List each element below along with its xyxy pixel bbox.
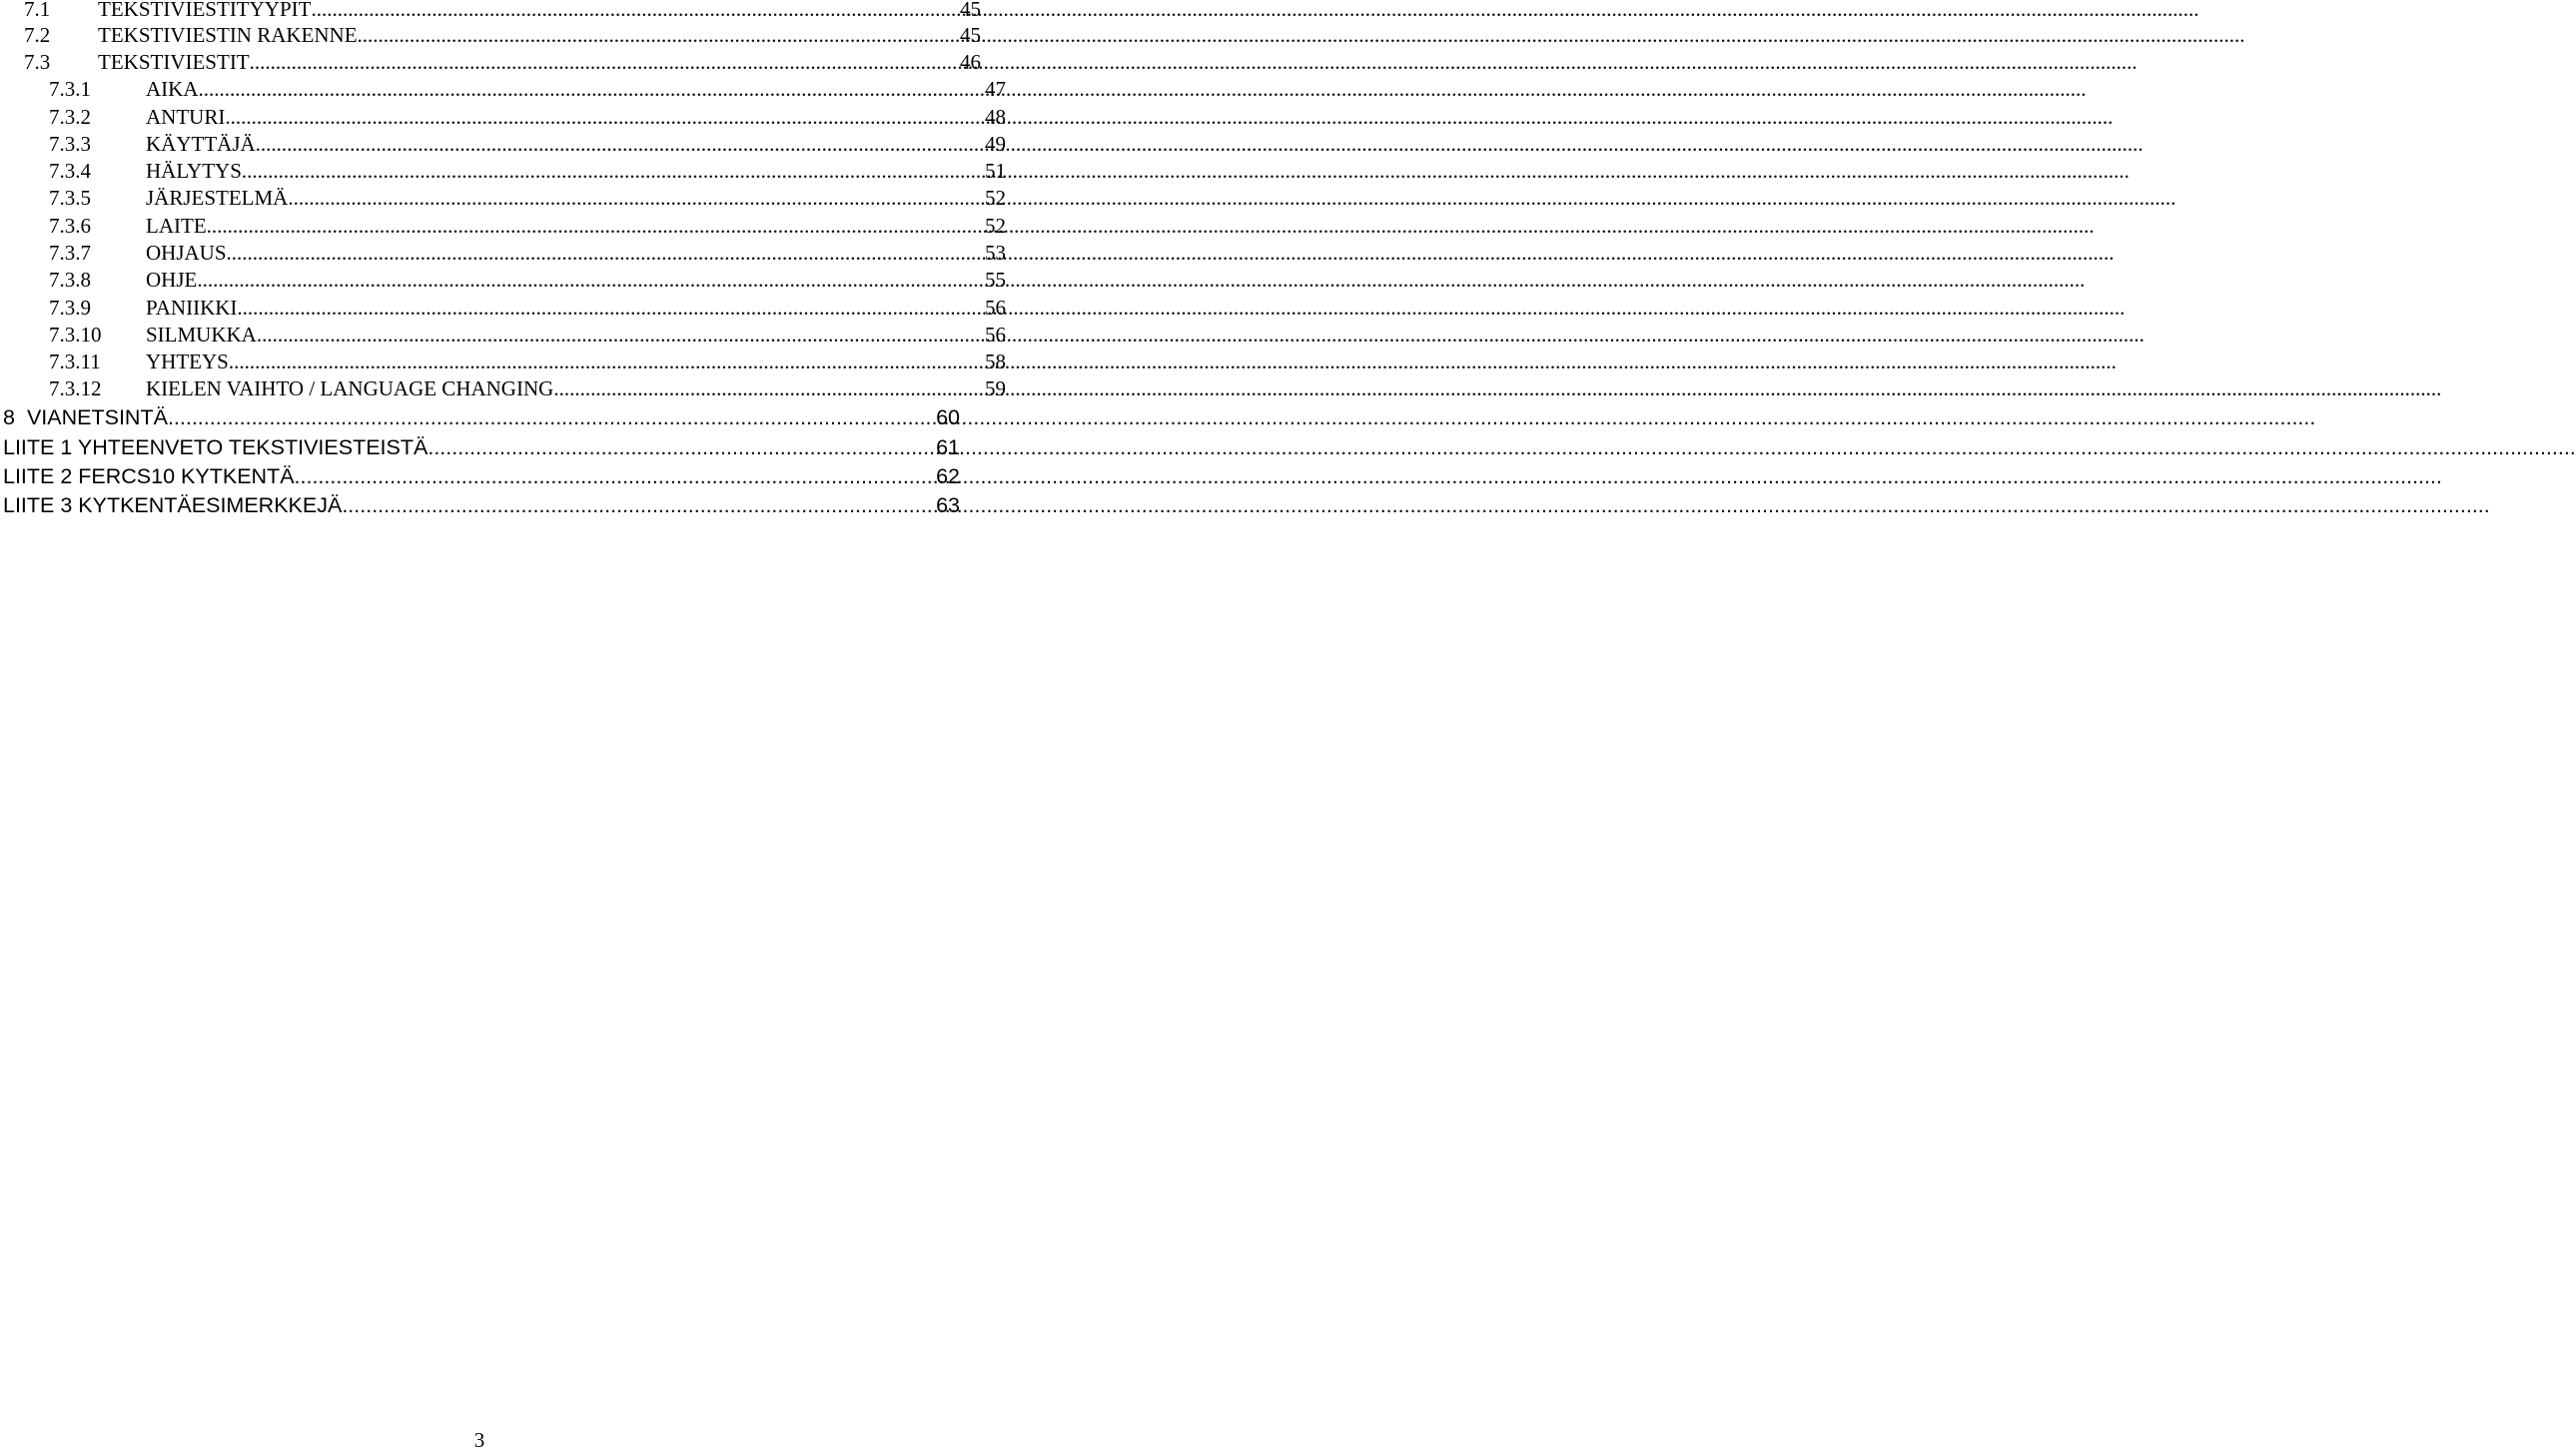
toc-entry-number: 7.2 (24, 23, 51, 47)
toc-entry-page: 61 (936, 435, 960, 459)
toc-entry-title: YHTEYS (146, 350, 229, 373)
dot-leader (225, 105, 985, 130)
toc-entry-7-3-11[interactable] (0, 350, 1006, 377)
toc-entry-number: 7.3.10 (49, 323, 102, 347)
dot-leader (242, 159, 985, 184)
dot-leader (428, 435, 936, 460)
dot-leader (553, 376, 985, 401)
dot-leader (257, 323, 985, 348)
toc-entry-page: 52 (985, 186, 1006, 210)
toc-entry-7-3-4[interactable] (0, 159, 1006, 187)
toc-entry-number: 7.3.4 (49, 159, 91, 183)
dot-leader (358, 23, 960, 48)
toc-entry-page: 58 (985, 350, 1006, 373)
toc-entry-title: PANIIKKI (146, 296, 238, 320)
dot-leader (197, 268, 985, 293)
toc-entry-page: 49 (985, 132, 1006, 156)
toc-entry-number: 7.3.7 (49, 241, 91, 265)
toc-entry-title: HÄLYTYS (146, 159, 242, 183)
toc-entry-number: 7.3.5 (49, 186, 91, 210)
toc-entry-number: 7.1 (24, 0, 51, 21)
dot-leader (227, 241, 985, 266)
toc-entry-liite-1[interactable] (0, 435, 960, 463)
dot-leader (237, 296, 985, 321)
toc-entry-number: 7.3.9 (49, 296, 91, 320)
toc-entry-number: 7.3.11 (49, 350, 101, 373)
toc-entry-7-3-3[interactable] (0, 132, 1006, 160)
toc-entry-liite-3[interactable] (0, 493, 960, 521)
toc-entry-7-3-12[interactable] (0, 376, 1006, 404)
toc-entry-8[interactable] (0, 405, 960, 433)
toc-entry-title: LAITE (146, 214, 207, 238)
toc-entry-title: TEKSTIVIESTIN RAKENNE (98, 23, 358, 47)
toc-entry-page: 62 (936, 464, 960, 488)
toc-entry-page: 48 (985, 105, 1006, 129)
toc-entry-7-3-2[interactable] (0, 105, 1006, 133)
toc-entry-page: 59 (985, 376, 1006, 400)
toc-entry-title: LIITE 3 KYTKENTÄESIMERKKEJÄ (3, 493, 343, 517)
dot-leader (207, 214, 985, 239)
toc-entry-page: 56 (985, 323, 1006, 347)
toc-entry-title: LIITE 1 YHTEENVETO TEKSTIVIESTEISTÄ (3, 435, 429, 459)
page-number: 3 (473, 1428, 485, 1452)
dot-leader (256, 132, 985, 157)
toc-entry-page: 45 (960, 0, 981, 21)
toc-entry-7-3-10[interactable] (0, 323, 1006, 351)
toc-entry-7-3[interactable] (0, 50, 981, 78)
toc-entry-7-1[interactable] (0, 0, 981, 25)
toc-entry-page: 55 (985, 268, 1006, 292)
dot-leader (288, 186, 985, 211)
dot-leader (229, 350, 985, 374)
dot-leader (250, 50, 960, 75)
toc-entry-number: 7.3.6 (49, 214, 91, 238)
dot-leader (342, 493, 936, 518)
toc-entry-page: 53 (985, 241, 1006, 265)
toc-entry-7-3-7[interactable] (0, 241, 1006, 269)
toc-entry-7-3-9[interactable] (0, 296, 1006, 324)
dot-leader (199, 77, 986, 102)
toc-entry-7-3-1[interactable] (0, 77, 1006, 105)
toc-entry-page: 45 (960, 23, 981, 47)
toc-entry-number: 7.3.12 (49, 376, 102, 400)
toc-entry-title: LIITE 2 FERCS10 KYTKENTÄ (3, 464, 295, 488)
toc-entry-7-2[interactable] (0, 23, 981, 51)
toc-entry-title: KÄYTTÄJÄ (146, 132, 256, 156)
toc-entry-7-3-5[interactable] (0, 186, 1006, 214)
toc-entry-title: JÄRJESTELMÄ (146, 186, 289, 210)
toc-entry-title: AIKA (146, 77, 199, 101)
toc-entry-7-3-6[interactable] (0, 214, 1006, 242)
toc-entry-number: 8 (3, 405, 15, 429)
toc-entry-number: 7.3.1 (49, 77, 91, 101)
dot-leader (311, 0, 960, 22)
toc-entry-liite-2[interactable] (0, 464, 960, 492)
toc-entry-number: 7.3.3 (49, 132, 91, 156)
toc-entry-page: 52 (985, 214, 1006, 238)
toc-entry-page: 47 (985, 77, 1006, 101)
toc-entry-page: 63 (936, 493, 960, 517)
toc-entry-page: 56 (985, 296, 1006, 320)
toc-entry-title: TEKSTIVIESTIT (98, 50, 250, 74)
toc-entry-page: 46 (960, 50, 981, 74)
toc-entry-title: VIANETSINTÄ (26, 405, 168, 429)
toc-entry-title: TEKSTIVIESTITYYPIT (98, 0, 312, 21)
toc-entry-7-3-8[interactable] (0, 268, 1006, 296)
dot-leader (168, 405, 936, 430)
toc-entry-number: 7.3 (24, 50, 51, 74)
toc-entry-title: OHJAUS (146, 241, 227, 265)
toc-entry-page: 51 (985, 159, 1006, 183)
toc-entry-title: ANTURI (146, 105, 226, 129)
toc-entry-title: KIELEN VAIHTO / LANGUAGE CHANGING (146, 376, 554, 400)
toc-entry-title: OHJE (146, 268, 198, 292)
toc-entry-number: 7.3.2 (49, 105, 91, 129)
toc-entry-title: SILMUKKA (146, 323, 257, 347)
toc-entry-number: 7.3.8 (49, 268, 91, 292)
dot-leader (295, 464, 937, 489)
toc-entry-page: 60 (936, 405, 960, 429)
